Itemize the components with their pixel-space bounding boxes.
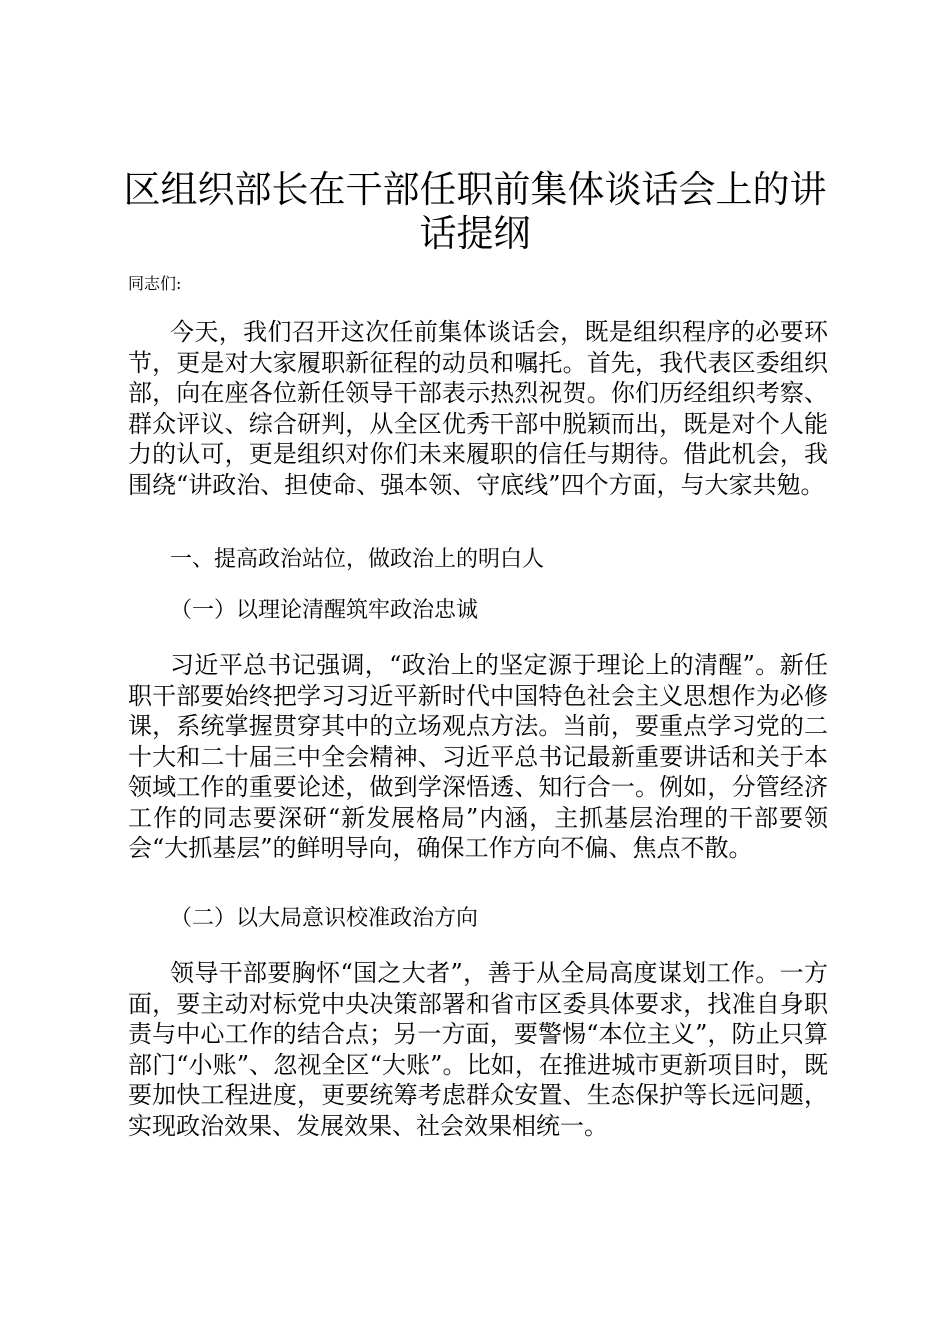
- document-title: 区组织部长在干部任职前集体谈话会上的讲话提纲: [123, 168, 827, 255]
- subsection-2-body: 领导干部要胸怀“国之大者”，善于从全局高度谋划工作。一方面，要主动对标党中央决策部署和省市区委具体要求，找准自身职责与中心工作的结合点；另一方面，要警惕“本位主义”，防止只算部门“小账”、忽视全区“大账”。比如，在推进城市更新项目时，既要加快工程进度，更要统筹考虑群众安置、生态保护等长远问题，实现政治效果、发展效果、社会效果相统一。: [128, 959, 828, 1140]
- section-1-heading: 一、提高政治站位，做政治上的明白人: [170, 547, 545, 572]
- intro-paragraph: 今天，我们召开这次任前集体谈话会，既是组织程序的必要环节，更是对大家履职新征程的动员和嘱托。首先，我代表区委组织部，向在座各位新任领导干部表示热烈祝贺。你们历经组织考察、群众评议、综合研判，从全区优秀干部中脱颖而出，既是对个人能力的认可，更是组织对你们未来履职的信任与期待。借此机会，我围绕“讲政治、担使命、强本领、守底线”四个方面，与大家共勉。: [128, 318, 828, 499]
- subsection-1-heading: （一）以理论清醒筑牢政治忠诚: [170, 598, 479, 623]
- salutation: 同志们:: [128, 274, 182, 293]
- subsection-2-heading: （二）以大局意识校准政治方向: [170, 906, 479, 931]
- subsection-1-body: 习近平总书记强调，“政治上的坚定源于理论上的清醒”。新任职干部要始终把学习习近平新时代中国特色社会主义思想作为必修课，系统掌握贯穿其中的立场观点方法。当前，要重点学习党的二十大和二十届三中全会精神、习近平总书记最新重要讲话和关于本领域工作的重要论述，做到学深悟透、知行合一。例如，分管经济工作的同志要深研“新发展格局”内涵，主抓基层治理的干部要领会“大抓基层”的鲜明导向，确保工作方向不偏、焦点不散。: [128, 651, 828, 862]
